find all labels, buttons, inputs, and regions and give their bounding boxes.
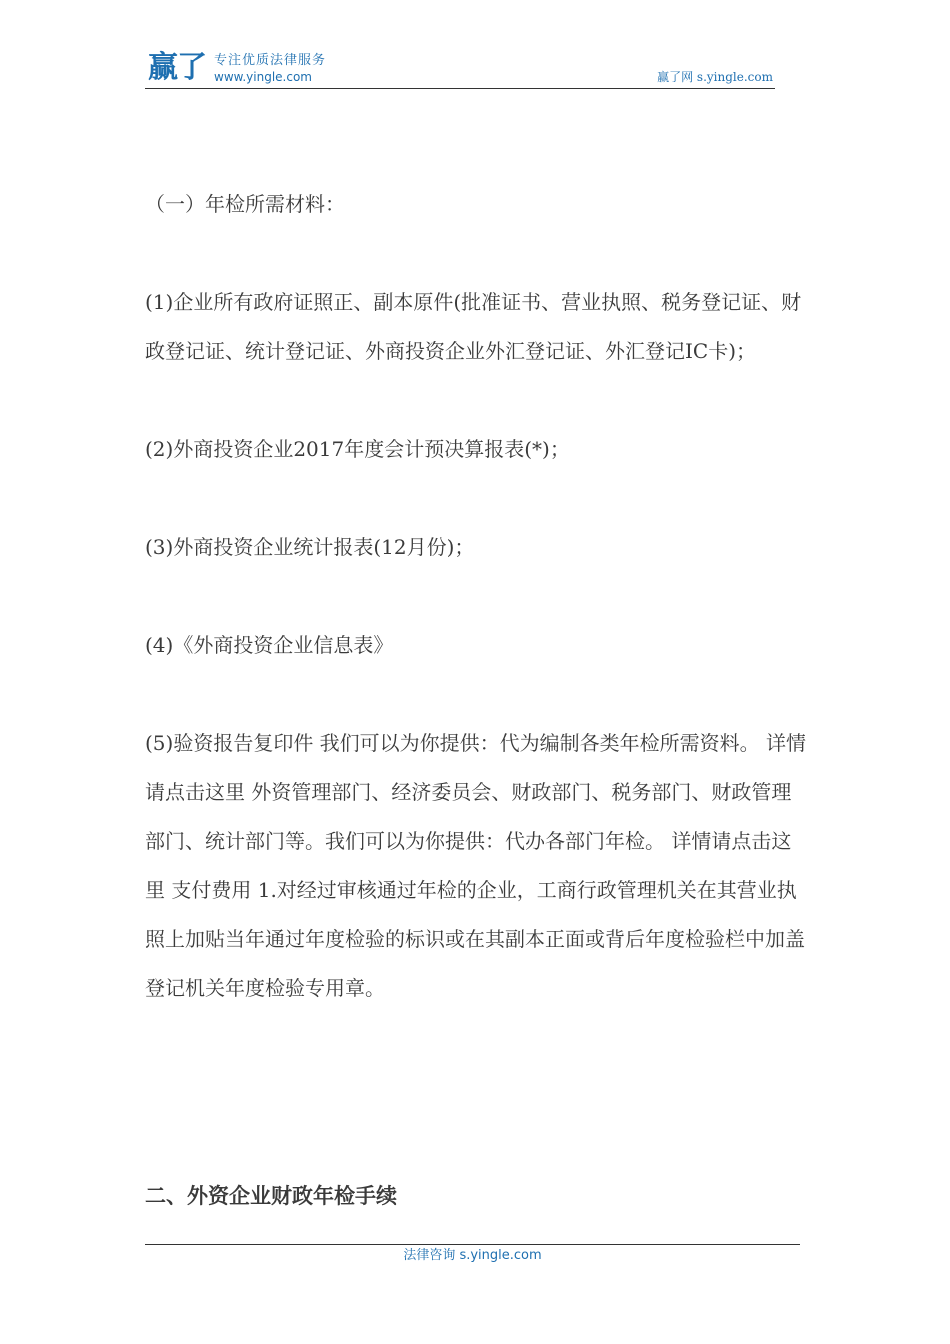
item-5: (5)验资报告复印件 我们可以为你提供：代为编制各类年检所需资料。 详情请点击这里 外资管理部门、经济委员会、财政部门、税务部门、财政管理部门、统计部门等。我们可以为你提供：代办各部门年检。 详情请点击这里 支付费用 1.对经过审核通过年检的企业，工商行政管理机关在其营业执照上加贴当年通过年度检验的标识或在其副本正面或背后年度检验栏中加盖登记机关年度检验专用章。 <box>145 731 807 1000</box>
section-title: （一）年检所需材料： <box>145 192 345 216</box>
logo-slogan: 专注优质法律服务 <box>214 53 327 68</box>
item-1: (1)企业所有政府证照正、副本原件(批准证书、营业执照、税务登记证、财政登记证、统计登记证、外商投资企业外汇登记证、外汇登记IC卡)； <box>145 290 802 363</box>
logo-mark[interactable]: 赢了 <box>148 50 206 85</box>
item-2: (2)外商投资企业2017年度会计预决算报表(*)； <box>145 437 570 461</box>
page-header <box>145 50 775 89</box>
logo-url[interactable]: www.yingle.com <box>214 70 312 84</box>
document-body <box>145 180 807 1062</box>
header-site-link[interactable]: 赢了网 s.yingle.com <box>657 70 773 84</box>
item-4: (4)《外商投资企业信息表》 <box>145 633 394 657</box>
item-3: (3)外商投资企业统计报表(12月份)； <box>145 535 475 559</box>
section-heading: 二、外资企业财政年检手续 <box>145 1184 397 1208</box>
footer-link[interactable]: 法律咨询 s.yingle.com <box>403 1248 542 1263</box>
footer-divider <box>145 1244 800 1245</box>
